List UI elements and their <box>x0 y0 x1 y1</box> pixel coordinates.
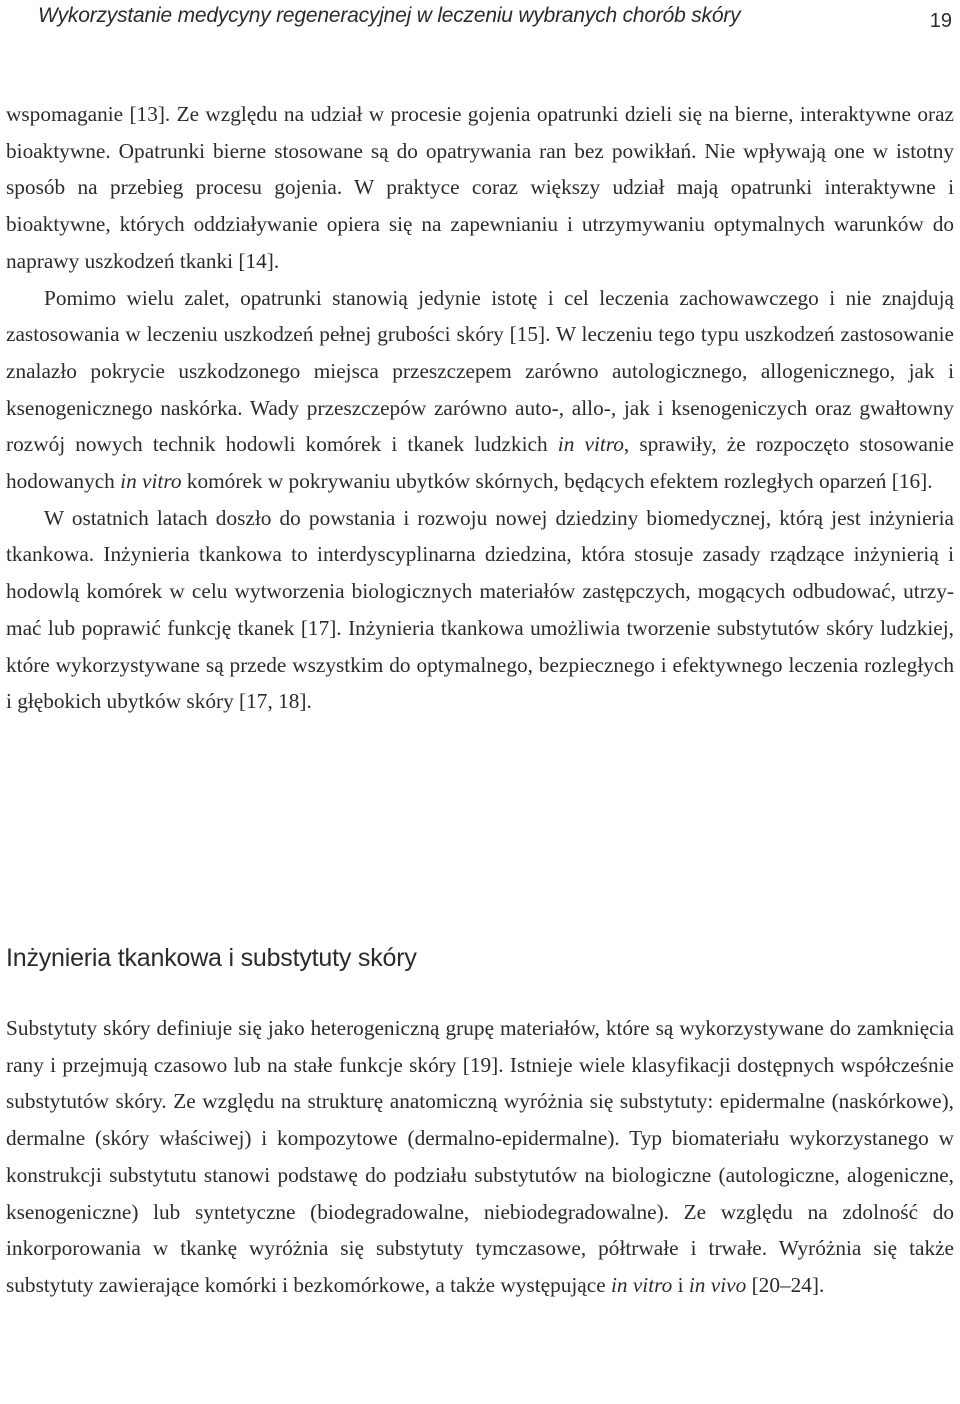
paragraph-2-text-b: , sprawiły, że rozpoczęto stosowanie hodowanych <box>6 432 954 494</box>
paragraph-1: wspomaganie [13]. Ze względu na udział w procesie gojenia opatrunki dzieli się na bierne, interaktywne oraz bioaktywne. Opatrunki bierne stosowane są do opatrywania ran bez powikłań. Nie wpływają one w istotny sposób na przebieg procesu gojenia. W praktyce coraz większy udział mają opatrunki interaktywne i bioaktywne, których oddziaływanie opiera się na zapewnianiu i utrzymywaniu optymalnych warunków do naprawy uszkodzeń tkanki [14]. <box>6 102 954 273</box>
section-heading: Inżynieria tkankowa i substytuty skóry <box>6 944 417 972</box>
paragraph-2-text-c: komórek w pokrywaniu ubytków skórnych, będących efektem rozległych oparzeń [16]. <box>181 469 933 494</box>
paragraph-3: W ostatnich latach doszło do powstania i rozwoju nowej dziedziny biomedycznej, którą jest inżynieria tkankowa. Inżynieria tkankowa to interdyscyplinarna dziedzina, która stosuje zasady rządzące inżynierią i hodowlą komórek w celu wytworzenia biologicznych materiałów zastępczych, mogących odbudować, utrzymać lub poprawić funkcję tkanek [17]. Inżynieria tkankowa umożliwia tworzenie substytutów skóry ludzkiej, które wykorzystywane są przede wszystkim do optymalnego, bezpiecznego i efektywnego leczenia rozległych i głębokich ubytków skóry [17, 18]. <box>6 505 954 714</box>
paragraph-4-text-b: i <box>672 1272 689 1297</box>
running-header-title: Wykorzystanie medycyny regeneracyjnej w leczeniu wybranych chorób skóry <box>38 4 741 27</box>
section-body-2 <box>6 1010 954 1304</box>
section-body-1 <box>6 96 954 720</box>
paragraph-4-italic-1: in vitro <box>610 1272 673 1297</box>
page-number: 19 <box>929 10 952 32</box>
paragraph-2-text-a: Pomimo wielu zalet, opatrunki stanowią jedynie istotę i cel leczenia zachowawczego i nie znajdują zastosowania w leczeniu uszkodzeń pełnej grubości skóry [15]. W leczeniu tego typu uszkodzeń zastosowanie znalazło pokrycie uszkodzonego miejsca przeszczepem zarówno autologicznego, allogenicznego, jak i ksenogenicznego naskórka. Wady przeszczepów zarówno auto-, allo-, jak i ksenogeniczych oraz gwałtowny rozwój nowych technik hodowli komórek i tkanek ludzkich <box>6 285 954 457</box>
paragraph-2 <box>6 280 954 500</box>
page-header <box>0 0 960 44</box>
paragraph-4-text-a: Substytuty skóry definiuje się jako heterogeniczną grupę materiałów, które są wykorzystywane do zamknięcia rany i przejmują czasowo lub na stałe funkcje skóry [19]. Istnieje wiele klasyfikacji dostępnych współcześnie substytutów skóry. Ze względu na strukturę anatomiczną wyróżnia się substytuty: epidermalne (naskórkowe), dermalne (skóry właściwej) i kompozytowe (dermalno-epidermalne). Typ biomateriału wykorzystanego w konstrukcji substytutu stanowi podstawę do podziału substytutów na biologiczne (autologiczne, alogeniczne, ksenogeniczne) lub syntetyczne (biodegradowalne, niebiodegradowalne). Ze względu na zdolność do inkorporowania w tkankę wyróżnia się substytuty tymczasowe, półtrwałe i trwałe. Wyróżnia się także substytuty zawierające komórki i bezkomórkowe, a także występujące <box>6 1016 954 1297</box>
paragraph-2-italic-2: in vitro <box>120 469 182 494</box>
paragraph-4-italic-2: in vivo <box>688 1272 747 1297</box>
paragraph-4-text-c: [20–24]. <box>746 1272 825 1297</box>
paragraph-4 <box>6 1010 954 1304</box>
paragraph-2-italic-1: in vitro <box>557 432 624 457</box>
